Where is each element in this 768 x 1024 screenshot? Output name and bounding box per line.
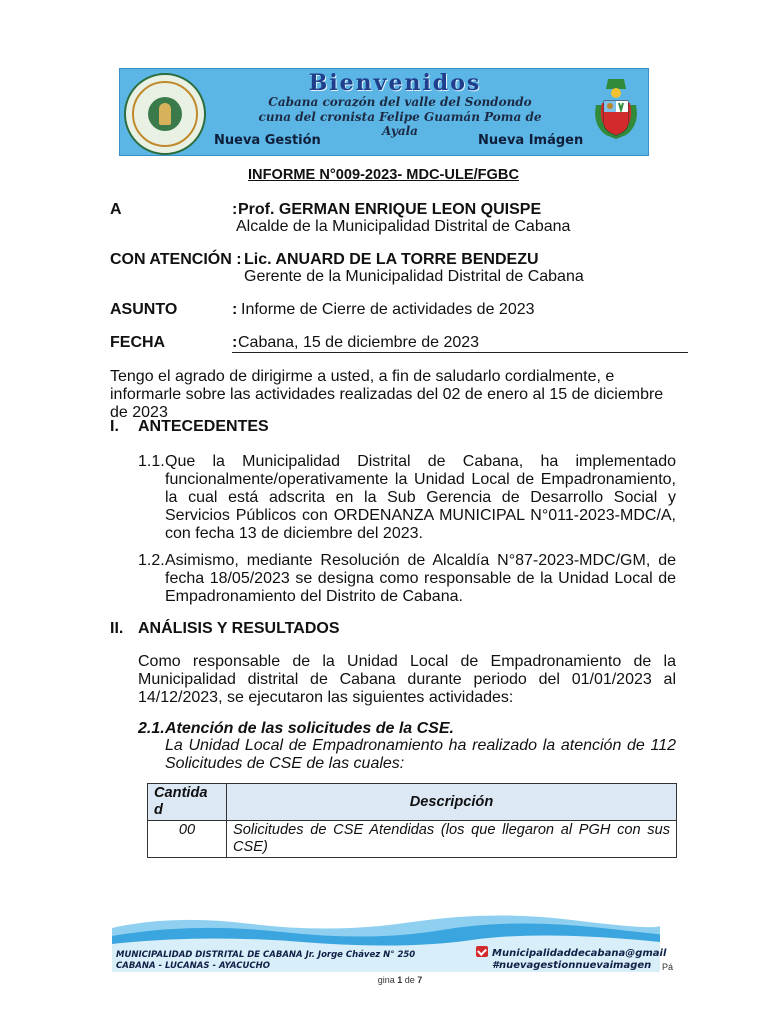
- subject-value: Informe de Cierre de actividades de 2023: [241, 301, 535, 318]
- attention-role: Gerente de la Municipalidad Distrital de Cabana: [244, 268, 584, 285]
- subsection-2-1-number: 2.1.: [138, 720, 165, 737]
- footer-email: Municipalidaddecabana@gmail: [492, 948, 667, 959]
- table-cell-description: Solicitudes de CSE Atendidas (los que llegaron al PGH con sus CSE): [227, 821, 677, 858]
- municipality-seal-icon: [124, 73, 206, 155]
- footer-address-line-2: CABANA - LUCANAS - AYACUCHO: [116, 961, 270, 971]
- section-2-intro: Como responsable de la Unidad Local de Empadronamiento de la Municipalidad distrital de Cabana durante periodo del 01/01/2023 al 14/12/2023, se ejecutaron las siguientes actividades:: [138, 653, 676, 706]
- table-header-quantity: Cantida d: [148, 784, 227, 821]
- page-number-current: 1: [397, 975, 403, 985]
- section-1-number: I.: [110, 418, 119, 435]
- table-header-row: [148, 784, 677, 821]
- item-1-2-number: 1.2.: [138, 552, 165, 569]
- page-number-prefix: gina: [377, 975, 398, 985]
- attention-label: CON ATENCIÓN :: [110, 251, 246, 268]
- table-cell-quantity: 00: [148, 821, 227, 858]
- subsection-2-1-title: Atención de las solicitudes de la CSE.: [165, 720, 454, 737]
- banner-subtitle-2: cuna del cronista Felipe Guamán Poma de Ayala: [258, 110, 542, 138]
- footer-hashtag: #nuevagestionnuevaimagen: [492, 960, 652, 971]
- banner-subtitle-1: Cabana corazón del valle del Sondondo: [268, 95, 532, 109]
- item-1-1-text: Que la Municipalidad Distrital de Cabana, ha implementado funcionalmente/operativamente la Unidad Local de Empadronamiento, la cual está adscrita en la Sub Gerencia de Desarrollo Social y Servicios Públicos con ORDENANZA MUNICIPAL N°011-2023-MDC/A, con fecha 13 de diciembre del 2023.: [165, 453, 676, 542]
- subject-label: ASUNTO: [110, 301, 178, 318]
- page-number-separator: de: [402, 975, 418, 985]
- to-role: Alcalde de la Municipalidad Distrital de Cabana: [236, 218, 571, 235]
- activities-table: [147, 783, 677, 858]
- subsection-2-1-text: La Unidad Local de Empadronamiento ha realizado la atención de 112 Solicitudes de CSE de las cuales:: [165, 737, 676, 772]
- footer-contact: [476, 946, 676, 972]
- mail-icon: [476, 946, 488, 957]
- date-label: FECHA: [110, 334, 166, 351]
- item-1-1-number: 1.1.: [138, 453, 165, 470]
- banner-title: Bienvenidos: [308, 70, 482, 96]
- intro-paragraph: Tengo el agrado de dirigirme a usted, a fin de saludarlo cordialmente, e informarle sobre las actividades realizadas del 02 de enero al 15 de diciembre de 2023: [110, 368, 664, 421]
- table-header-description: Descripción: [227, 784, 677, 821]
- subject-colon: :: [232, 301, 242, 318]
- page-number: [360, 975, 440, 985]
- banner-slogan-left: Nueva Gestión: [214, 133, 321, 148]
- item-1-2-text: Asimismo, mediante Resolución de Alcaldía N°87-2023-MDC/GM, de fecha 18/05/2023 se designa como responsable de la Unidad Local de Empadronamiento del Distrito de Cabana.: [165, 552, 676, 605]
- banner-slogan-right: Nueva Imágen: [478, 133, 584, 148]
- footer-email-line: [476, 946, 676, 960]
- date-colon: :: [232, 334, 238, 351]
- footer-address-line-1: MUNICIPALIDAD DISTRITAL DE CABANA Jr. Jorge Chávez N° 250: [116, 950, 416, 960]
- page-number-total: 7: [417, 975, 423, 985]
- coat-of-arms-icon: [592, 75, 640, 141]
- to-label: A: [110, 201, 122, 218]
- section-1-title: ANTECEDENTES: [138, 418, 269, 435]
- to-name: Prof. GERMAN ENRIQUE LEON QUISPE: [238, 201, 542, 218]
- footer-address: [116, 950, 446, 972]
- header-banner: [119, 68, 649, 156]
- date-value: Cabana, 15 de diciembre de 2023: [238, 334, 480, 351]
- section-2-number: II.: [110, 620, 124, 637]
- table-row: [148, 821, 677, 858]
- section-2-title: ANÁLISIS Y RESULTADOS: [138, 620, 340, 637]
- to-colon: :: [232, 201, 238, 218]
- report-number: INFORME N°009-2023- MDC-ULE/FGBC: [248, 167, 519, 183]
- page-label-fragment: Pá: [662, 962, 674, 972]
- header-divider: [232, 352, 688, 353]
- attention-name: Lic. ANUARD DE LA TORRE BENDEZU: [244, 251, 539, 268]
